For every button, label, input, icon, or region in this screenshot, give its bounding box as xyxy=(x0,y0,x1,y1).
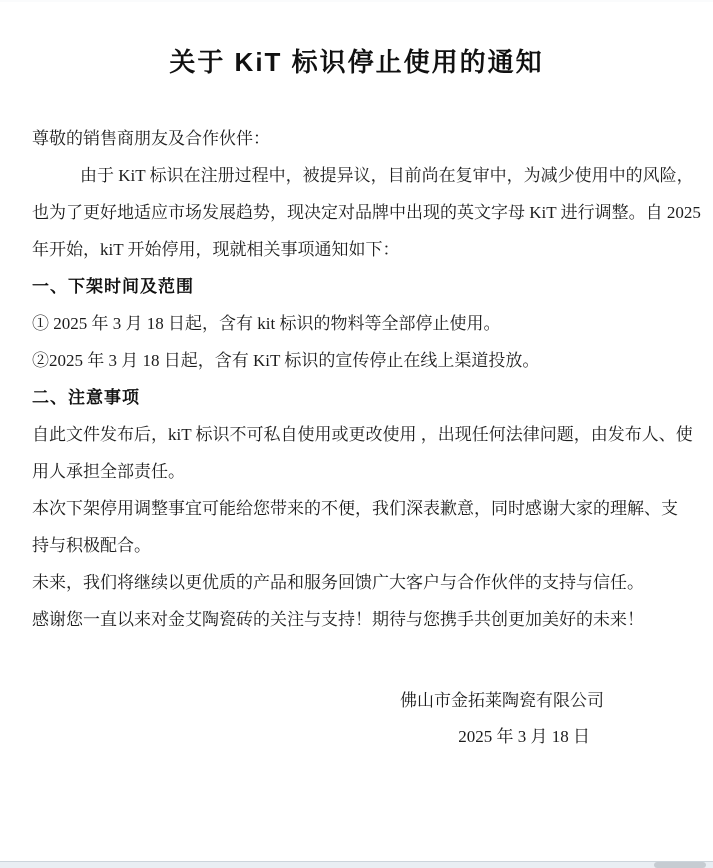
section2-paragraph3: 未来，我们将继续以更优质的产品和服务回馈广大客户与合作伙伴的支持与信任。 xyxy=(32,573,644,592)
section2-paragraph1-line-1: 自此文件发布后，kiT 标识不可私自使用或更改使用 ，出现任何法律问题，由发布人、使 xyxy=(32,425,693,444)
signature-date: 2025 年 3 月 18 日 xyxy=(458,727,590,746)
salutation-line: 尊敬的销售商朋友及合作伙伴： xyxy=(32,129,270,148)
section1-item-2: ②2025 年 3 月 18 日起，含有 KiT 标识的宣传停止在线上渠道投放。 xyxy=(32,351,540,370)
horizontal-scrollbar-thumb[interactable] xyxy=(654,862,706,868)
intro-paragraph-line-2: 也为了更好地适应市场发展趋势，现决定对品牌中出现的英文字母 KiT 进行调整。自 2025 xyxy=(32,203,701,222)
section1-heading: 一、下架时间及范围 xyxy=(32,277,194,296)
document-body xyxy=(32,120,701,638)
section2-paragraph4: 感谢您一直以来对金艾陶瓷砖的关注与支持！期待与您携手共创更加美好的未来！ xyxy=(32,610,644,629)
intro-paragraph-line-3: 年开始，kiT 开始停用，现就相关事项通知如下： xyxy=(32,240,400,259)
section2-paragraph1-line-2: 用人承担全部责任。 xyxy=(32,462,185,481)
intro-paragraph-line-1: 由于 KiT 标识在注册过程中，被提异议，目前尚在复审中，为减少使用中的风险， xyxy=(80,166,694,185)
signature-company-name: 佛山市金拓莱陶瓷有限公司 xyxy=(400,691,604,710)
document-title: 关于 KiT 标识停止使用的通知 xyxy=(169,47,544,77)
section2-paragraph2-line-1: 本次下架停用调整事宜可能给您带来的不便，我们深表歉意，同时感谢大家的理解、支 xyxy=(32,499,678,518)
section2-paragraph2-line-2: 持与积极配合。 xyxy=(32,536,151,555)
section2-heading: 二、注意事项 xyxy=(32,388,140,407)
section1-item-1: ① 2025 年 3 月 18 日起，含有 kit 标识的物料等全部停止使用。 xyxy=(32,314,501,333)
horizontal-scrollbar[interactable] xyxy=(0,861,713,868)
page-top-edge xyxy=(0,0,713,2)
